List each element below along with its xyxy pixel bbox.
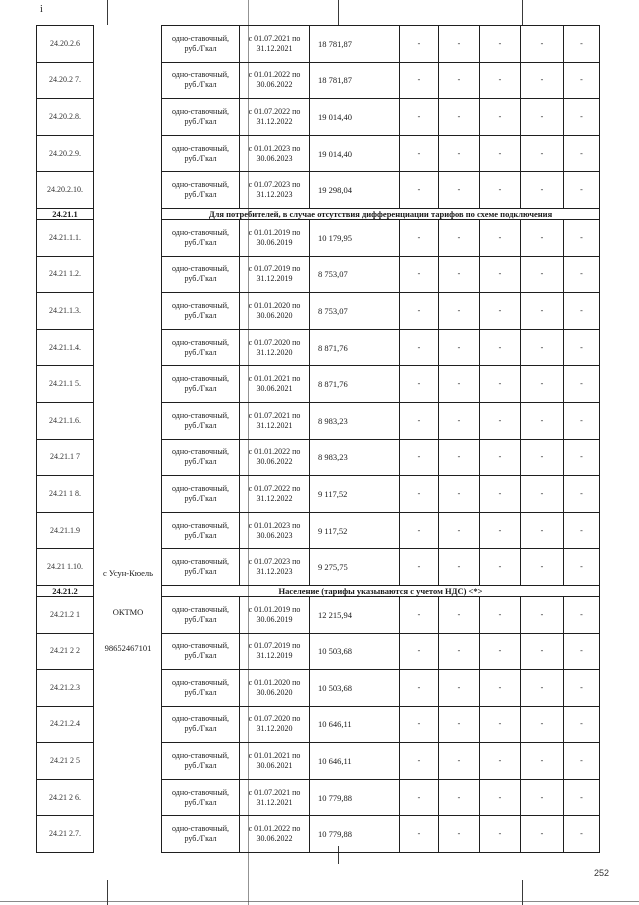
tariff-unit: одно-ставочный, руб./Гкал [162, 366, 240, 403]
empty-value-dash: - [564, 670, 600, 707]
organization-cell [94, 99, 162, 136]
empty-value-dash: - [439, 62, 480, 99]
table-row [37, 172, 600, 209]
empty-value-dash: - [521, 670, 564, 707]
organization-cell [94, 135, 162, 172]
tariff-unit: одно-ставочный, руб./Гкал [162, 549, 240, 586]
empty-value-dash: - [521, 439, 564, 476]
tariff-period: с 01.01.2019 по 30.06.2019 [240, 596, 310, 633]
tariff-unit: одно-ставочный, руб./Гкал [162, 329, 240, 366]
scan-artifact-line [0, 901, 639, 902]
organization-cell [94, 402, 162, 439]
empty-value-dash: - [521, 549, 564, 586]
empty-value-dash: - [564, 172, 600, 209]
tariff-unit: одно-ставочный, руб./Гкал [162, 743, 240, 780]
empty-value-dash: - [521, 62, 564, 99]
row-number: 24.21.2 1 [37, 596, 94, 633]
tariff-value: 8 753,07 [310, 256, 400, 293]
tariff-period: с 01.07.2023 по 31.12.2023 [240, 549, 310, 586]
empty-value-dash: - [480, 99, 521, 136]
tariff-period: с 01.01.2021 по 30.06.2021 [240, 366, 310, 403]
empty-value-dash: - [480, 512, 521, 549]
tariff-value: 9 117,52 [310, 512, 400, 549]
empty-value-dash: - [564, 293, 600, 330]
organization-cell [94, 670, 162, 707]
tariff-period: с 01.07.2020 по 31.12.2020 [240, 706, 310, 743]
empty-value-dash: - [400, 743, 439, 780]
tariff-period: с 01.07.2021 по 31.12.2021 [240, 779, 310, 816]
scan-artifact-line [338, 0, 339, 25]
tariff-period: с 01.01.2022 по 30.06.2022 [240, 816, 310, 853]
empty-value-dash: - [564, 219, 600, 256]
empty-value-dash: - [439, 596, 480, 633]
tariff-value: 8 753,07 [310, 293, 400, 330]
empty-value-dash: - [400, 62, 439, 99]
table-row [37, 26, 600, 63]
empty-value-dash: - [521, 816, 564, 853]
tariff-period: с 01.07.2019 по 31.12.2019 [240, 633, 310, 670]
empty-value-dash: - [400, 172, 439, 209]
empty-value-dash: - [521, 706, 564, 743]
empty-value-dash: - [439, 99, 480, 136]
tariff-period: с 01.01.2022 по 30.06.2022 [240, 62, 310, 99]
empty-value-dash: - [521, 99, 564, 136]
tariff-unit: одно-ставочный, руб./Гкал [162, 99, 240, 136]
organization-cell [94, 293, 162, 330]
tariff-value: 10 779,88 [310, 779, 400, 816]
empty-value-dash: - [480, 329, 521, 366]
organization-cell [94, 208, 162, 219]
empty-value-dash: - [400, 596, 439, 633]
tariff-unit: одно-ставочный, руб./Гкал [162, 26, 240, 63]
empty-value-dash: - [521, 633, 564, 670]
empty-value-dash: - [564, 402, 600, 439]
empty-value-dash: - [564, 816, 600, 853]
tariff-period: с 01.01.2023 по 30.06.2023 [240, 512, 310, 549]
empty-value-dash: - [521, 219, 564, 256]
row-number: 24.21 1.2. [37, 256, 94, 293]
table-row [37, 99, 600, 136]
empty-value-dash: - [480, 402, 521, 439]
section-heading-row [37, 585, 600, 596]
tariff-period: с 01.01.2021 по 30.06.2021 [240, 743, 310, 780]
tariff-unit: одно-ставочный, руб./Гкал [162, 62, 240, 99]
empty-value-dash: - [400, 135, 439, 172]
row-number: 24.20.2.10. [37, 172, 94, 209]
empty-value-dash: - [521, 172, 564, 209]
organization-cell [94, 329, 162, 366]
empty-value-dash: - [564, 99, 600, 136]
tariff-period: с 01.07.2021 по 31.12.2021 [240, 402, 310, 439]
tariff-value: 12 215,94 [310, 596, 400, 633]
tariff-unit: одно-ставочный, руб./Гкал [162, 219, 240, 256]
row-number: 24.21.1 5. [37, 366, 94, 403]
tariff-unit: одно-ставочный, руб./Гкал [162, 512, 240, 549]
row-number: 24.21.1.6. [37, 402, 94, 439]
table-row [37, 816, 600, 853]
empty-value-dash: - [400, 633, 439, 670]
tariff-value: 8 871,76 [310, 366, 400, 403]
row-number: 24.21.1 7 [37, 439, 94, 476]
empty-value-dash: - [439, 476, 480, 513]
tariff-unit: одно-ставочный, руб./Гкал [162, 633, 240, 670]
empty-value-dash: - [439, 670, 480, 707]
organization-cell [94, 172, 162, 209]
organization-cell [94, 62, 162, 99]
empty-value-dash: - [439, 549, 480, 586]
empty-value-dash: - [400, 402, 439, 439]
empty-value-dash: - [480, 670, 521, 707]
tariff-value: 10 503,68 [310, 633, 400, 670]
tariff-period: с 01.07.2023 по 31.12.2023 [240, 172, 310, 209]
empty-value-dash: - [480, 62, 521, 99]
tariff-value: 10 646,11 [310, 743, 400, 780]
tariff-period: с 01.07.2022 по 31.12.2022 [240, 476, 310, 513]
row-number: 24.21 1.10. [37, 549, 94, 586]
empty-value-dash: - [480, 633, 521, 670]
empty-value-dash: - [400, 99, 439, 136]
organization-cell [94, 743, 162, 780]
empty-value-dash: - [521, 476, 564, 513]
empty-value-dash: - [400, 670, 439, 707]
tariff-value: 8 983,23 [310, 402, 400, 439]
tariff-unit: одно-ставочный, руб./Гкал [162, 670, 240, 707]
tariff-unit: одно-ставочный, руб./Гкал [162, 596, 240, 633]
empty-value-dash: - [564, 26, 600, 63]
empty-value-dash: - [439, 706, 480, 743]
empty-value-dash: - [400, 329, 439, 366]
tariff-period: с 01.07.2021 по 31.12.2021 [240, 26, 310, 63]
empty-value-dash: - [564, 439, 600, 476]
row-number: 24.21 2.7. [37, 816, 94, 853]
tariff-period: с 01.01.2023 по 30.06.2023 [240, 135, 310, 172]
row-number: 24.21.2.4 [37, 706, 94, 743]
row-number: 24.21.1.9 [37, 512, 94, 549]
empty-value-dash: - [439, 256, 480, 293]
empty-value-dash: - [521, 26, 564, 63]
empty-value-dash: - [480, 706, 521, 743]
table-row [37, 670, 600, 707]
row-number: 24.21.1.1. [37, 219, 94, 256]
tariff-period: с 01.01.2020 по 30.06.2020 [240, 670, 310, 707]
table-row [37, 779, 600, 816]
empty-value-dash: - [521, 329, 564, 366]
empty-value-dash: - [521, 743, 564, 780]
tariff-table [36, 25, 600, 853]
empty-value-dash: - [439, 816, 480, 853]
tariff-unit: одно-ставочный, руб./Гкал [162, 476, 240, 513]
empty-value-dash: - [480, 366, 521, 403]
tariff-value: 19 298,04 [310, 172, 400, 209]
tariff-value: 19 014,40 [310, 135, 400, 172]
oktmo-code: 98652467101 [104, 643, 152, 653]
tariff-period: с 01.01.2019 по 30.06.2019 [240, 219, 310, 256]
organization-cell [94, 512, 162, 549]
empty-value-dash: - [439, 779, 480, 816]
table-row [37, 439, 600, 476]
top-margin-mark: i [40, 4, 43, 15]
section-title: Для потребителей, в случае отсутствия дифференциации тарифов по схеме подключения [162, 208, 600, 219]
empty-value-dash: - [564, 135, 600, 172]
empty-value-dash: - [439, 366, 480, 403]
table-row [37, 219, 600, 256]
tariff-value: 18 781,87 [310, 62, 400, 99]
row-number: 24.20.2.8. [37, 99, 94, 136]
tariff-value: 8 983,23 [310, 439, 400, 476]
empty-value-dash: - [439, 329, 480, 366]
tariff-unit: одно-ставочный, руб./Гкал [162, 706, 240, 743]
tariff-unit: одно-ставочный, руб./Гкал [162, 402, 240, 439]
empty-value-dash: - [400, 549, 439, 586]
empty-value-dash: - [480, 779, 521, 816]
tariff-period: с 01.07.2022 по 31.12.2022 [240, 99, 310, 136]
empty-value-dash: - [439, 135, 480, 172]
section-heading-row [37, 208, 600, 219]
empty-value-dash: - [400, 293, 439, 330]
tariff-value: 10 779,88 [310, 816, 400, 853]
empty-value-dash: - [521, 596, 564, 633]
scan-artifact-line [107, 0, 108, 25]
empty-value-dash: - [439, 633, 480, 670]
table-row [37, 256, 600, 293]
table-row [37, 62, 600, 99]
table-row [37, 743, 600, 780]
tariff-value: 10 646,11 [310, 706, 400, 743]
organization-cell [94, 26, 162, 63]
empty-value-dash: - [564, 633, 600, 670]
page-number: 252 [594, 868, 610, 878]
empty-value-dash: - [480, 743, 521, 780]
empty-value-dash: - [400, 26, 439, 63]
tariff-unit: одно-ставочный, руб./Гкал [162, 135, 240, 172]
empty-value-dash: - [521, 366, 564, 403]
table-row [37, 402, 600, 439]
empty-value-dash: - [564, 706, 600, 743]
empty-value-dash: - [400, 512, 439, 549]
organization-cell [94, 706, 162, 743]
empty-value-dash: - [521, 779, 564, 816]
empty-value-dash: - [400, 219, 439, 256]
row-number: 24.20.2 7. [37, 62, 94, 99]
empty-value-dash: - [439, 172, 480, 209]
empty-value-dash: - [480, 293, 521, 330]
empty-value-dash: - [564, 256, 600, 293]
row-number: 24.21 1 8. [37, 476, 94, 513]
organization-cell [94, 585, 162, 596]
empty-value-dash: - [400, 439, 439, 476]
table-row [37, 706, 600, 743]
row-number: 24.21 2 2 [37, 633, 94, 670]
organization-cell [94, 256, 162, 293]
section-title: Население (тарифы указываются с учетом НДС) <*> [162, 585, 600, 596]
section-number: 24.21.2 [37, 585, 94, 596]
empty-value-dash: - [521, 256, 564, 293]
empty-value-dash: - [564, 512, 600, 549]
tariff-period: с 01.01.2020 по 30.06.2020 [240, 293, 310, 330]
table-row [37, 135, 600, 172]
table-row [37, 293, 600, 330]
section-number: 24.21.1 [37, 208, 94, 219]
tariff-unit: одно-ставочный, руб./Гкал [162, 779, 240, 816]
empty-value-dash: - [439, 743, 480, 780]
empty-value-dash: - [480, 256, 521, 293]
empty-value-dash: - [564, 596, 600, 633]
empty-value-dash: - [564, 476, 600, 513]
tariff-value: 9 275,75 [310, 549, 400, 586]
tariff-table-body [37, 26, 600, 853]
tariff-value: 18 781,87 [310, 26, 400, 63]
empty-value-dash: - [400, 476, 439, 513]
empty-value-dash: - [439, 293, 480, 330]
tariff-period: с 01.07.2020 по 31.12.2020 [240, 329, 310, 366]
tariff-period: с 01.07.2019 по 31.12.2019 [240, 256, 310, 293]
empty-value-dash: - [400, 779, 439, 816]
tariff-unit: одно-ставочный, руб./Гкал [162, 256, 240, 293]
tariff-value: 9 117,52 [310, 476, 400, 513]
oktmo-label: ОКТМО [112, 607, 144, 617]
organization-cell [94, 366, 162, 403]
empty-value-dash: - [480, 439, 521, 476]
row-number: 24.20.2.9. [37, 135, 94, 172]
empty-value-dash: - [400, 256, 439, 293]
empty-value-dash: - [564, 743, 600, 780]
empty-value-dash: - [564, 549, 600, 586]
empty-value-dash: - [439, 402, 480, 439]
empty-value-dash: - [400, 366, 439, 403]
organization-cell [94, 779, 162, 816]
empty-value-dash: - [564, 779, 600, 816]
tariff-value: 10 503,68 [310, 670, 400, 707]
tariff-unit: одно-ставочный, руб./Гкал [162, 816, 240, 853]
empty-value-dash: - [400, 706, 439, 743]
empty-value-dash: - [564, 329, 600, 366]
tariff-period: с 01.01.2022 по 30.06.2022 [240, 439, 310, 476]
tariff-unit: одно-ставочный, руб./Гкал [162, 439, 240, 476]
row-number: 24.21.2.3 [37, 670, 94, 707]
empty-value-dash: - [480, 26, 521, 63]
empty-value-dash: - [521, 135, 564, 172]
tariff-unit: одно-ставочный, руб./Гкал [162, 293, 240, 330]
empty-value-dash: - [521, 512, 564, 549]
empty-value-dash: - [439, 512, 480, 549]
row-number: 24.21 2 6. [37, 779, 94, 816]
table-row [37, 476, 600, 513]
empty-value-dash: - [480, 476, 521, 513]
tariff-value: 19 014,40 [310, 99, 400, 136]
empty-value-dash: - [480, 219, 521, 256]
row-number: 24.21.1.4. [37, 329, 94, 366]
empty-value-dash: - [521, 293, 564, 330]
empty-value-dash: - [521, 402, 564, 439]
empty-value-dash: - [400, 816, 439, 853]
empty-value-dash: - [480, 596, 521, 633]
table-row [37, 512, 600, 549]
organization-name: с Усун-Кюель [102, 568, 154, 578]
scan-artifact-line [522, 0, 523, 25]
empty-value-dash: - [564, 366, 600, 403]
empty-value-dash: - [564, 62, 600, 99]
organization-cell [94, 439, 162, 476]
row-number: 24.20.2.6 [37, 26, 94, 63]
empty-value-dash: - [480, 816, 521, 853]
table-row [37, 329, 600, 366]
tariff-unit: одно-ставочный, руб./Гкал [162, 172, 240, 209]
organization-cell [94, 816, 162, 853]
empty-value-dash: - [480, 172, 521, 209]
empty-value-dash: - [480, 135, 521, 172]
empty-value-dash: - [439, 219, 480, 256]
table-row [37, 366, 600, 403]
organization-cell [94, 219, 162, 256]
empty-value-dash: - [439, 439, 480, 476]
row-number: 24.21.1.3. [37, 293, 94, 330]
empty-value-dash: - [439, 26, 480, 63]
tariff-value: 8 871,76 [310, 329, 400, 366]
tariff-value: 10 179,95 [310, 219, 400, 256]
empty-value-dash: - [480, 549, 521, 586]
organization-cell [94, 476, 162, 513]
row-number: 24.21 2 5 [37, 743, 94, 780]
